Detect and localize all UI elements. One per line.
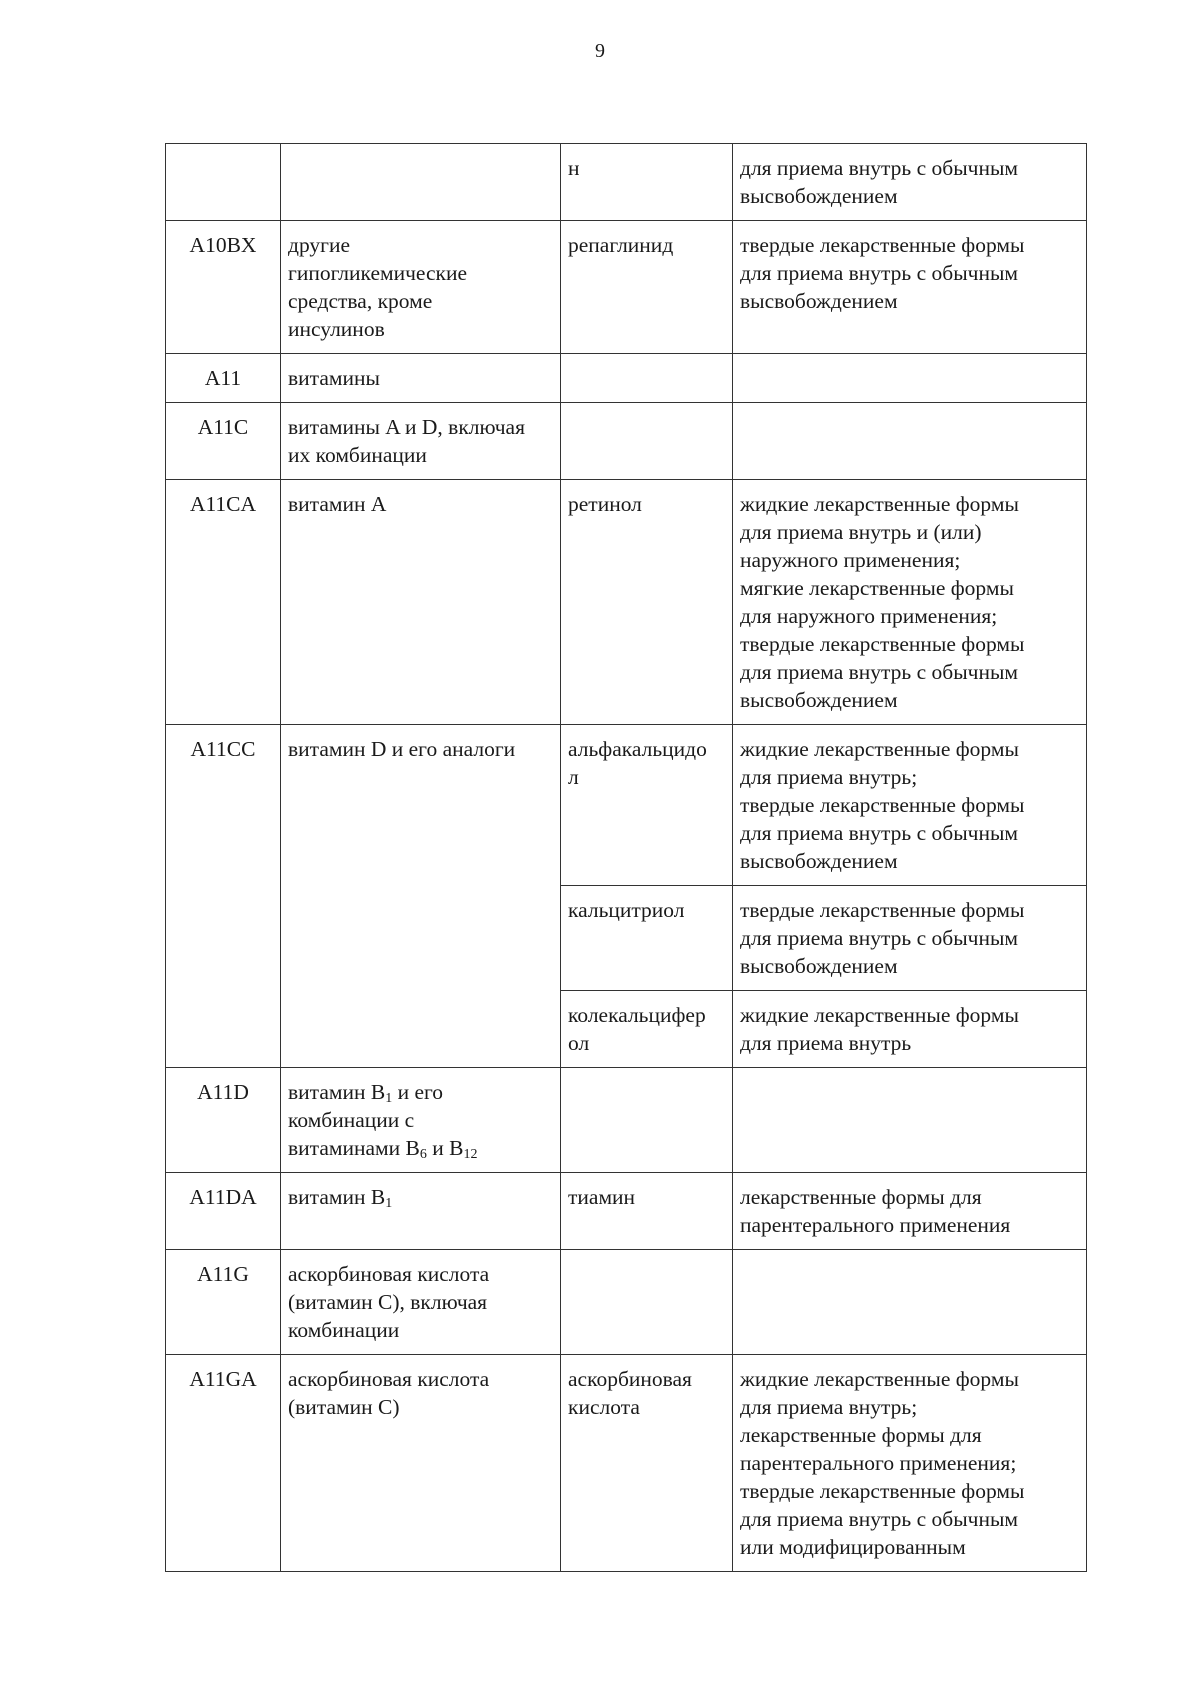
dosage-form-cell: жидкие лекарственные формы для приема внутрь; лекарственные формы для парентерального применения; твердые лекарственные формы для приема внутрь с обычным или модифицированным <box>733 1355 1087 1572</box>
group-text: и его комбинации с витаминами B <box>288 1080 444 1160</box>
drug-name-cell: колекальцифер ол <box>561 991 733 1068</box>
drug-name-cell: н <box>561 144 733 221</box>
subscript: 6 <box>419 1147 427 1162</box>
drug-name-cell <box>561 354 733 403</box>
table-row <box>166 1173 1087 1250</box>
dosage-form-cell <box>733 403 1087 480</box>
atc-code-cell: A11 <box>166 354 281 403</box>
atc-code-cell: A11CC <box>166 725 281 1068</box>
table-row <box>166 403 1087 480</box>
subscript: 1 <box>385 1196 393 1211</box>
group-cell <box>281 1068 561 1173</box>
group-cell: аскорбиновая кислота (витамин C) <box>281 1355 561 1572</box>
drug-table <box>165 143 1087 1572</box>
atc-code-cell: A11D <box>166 1068 281 1173</box>
group-cell: витамин D и его аналоги <box>281 725 561 1068</box>
drug-name-cell: ретинол <box>561 480 733 725</box>
subscript: 1 <box>385 1091 393 1106</box>
dosage-form-cell: твердые лекарственные формы для приема внутрь с обычным высвобождением <box>733 886 1087 991</box>
atc-code-cell: A11DA <box>166 1173 281 1250</box>
atc-code-cell: A11CA <box>166 480 281 725</box>
atc-code-cell: A11GA <box>166 1355 281 1572</box>
dosage-form-cell: жидкие лекарственные формы для приема внутрь <box>733 991 1087 1068</box>
page-number: 9 <box>595 40 605 62</box>
group-cell: витамины <box>281 354 561 403</box>
atc-code-cell: A11G <box>166 1250 281 1355</box>
drug-name-cell: альфакальцидо л <box>561 725 733 886</box>
group-cell: витамины A и D, включая их комбинации <box>281 403 561 480</box>
dosage-form-cell <box>733 354 1087 403</box>
group-text: и B <box>426 1136 464 1160</box>
table-row <box>166 221 1087 354</box>
table-row <box>166 1068 1087 1173</box>
table-row <box>166 354 1087 403</box>
table-row <box>166 725 1087 886</box>
dosage-form-cell <box>733 1250 1087 1355</box>
group-cell: другие гипогликемические средства, кроме инсулинов <box>281 221 561 354</box>
table-row <box>166 1250 1087 1355</box>
drug-name-cell: тиамин <box>561 1173 733 1250</box>
drug-name-cell <box>561 1068 733 1173</box>
atc-code-cell <box>166 144 281 221</box>
dosage-form-cell: жидкие лекарственные формы для приема внутрь и (или) наружного применения; мягкие лекарственные формы для наружного применения; твердые лекарственные формы для приема внутрь с обычным высвобождением <box>733 480 1087 725</box>
drug-name-cell: кальцитриол <box>561 886 733 991</box>
dosage-form-cell: жидкие лекарственные формы для приема внутрь; твердые лекарственные формы для приема внутрь с обычным высвобождением <box>733 725 1087 886</box>
group-cell <box>281 144 561 221</box>
group-cell: витамин A <box>281 480 561 725</box>
group-text: витамин B <box>288 1080 386 1104</box>
drug-name-cell <box>561 1250 733 1355</box>
dosage-form-cell <box>733 1068 1087 1173</box>
dosage-form-cell: для приема внутрь с обычным высвобождением <box>733 144 1087 221</box>
atc-code-cell: A11C <box>166 403 281 480</box>
group-cell <box>281 1173 561 1250</box>
group-cell: аскорбиновая кислота (витамин C), включая комбинации <box>281 1250 561 1355</box>
drug-name-cell: репаглинид <box>561 221 733 354</box>
table-row <box>166 144 1087 221</box>
atc-code-cell: A10BX <box>166 221 281 354</box>
table-row <box>166 1355 1087 1572</box>
drug-name-cell <box>561 403 733 480</box>
table-row <box>166 480 1087 725</box>
dosage-form-cell: твердые лекарственные формы для приема внутрь с обычным высвобождением <box>733 221 1087 354</box>
group-text: витамин B <box>288 1185 386 1209</box>
drug-name-cell: аскорбиновая кислота <box>561 1355 733 1572</box>
subscript: 12 <box>463 1147 478 1162</box>
dosage-form-cell: лекарственные формы для парентерального применения <box>733 1173 1087 1250</box>
